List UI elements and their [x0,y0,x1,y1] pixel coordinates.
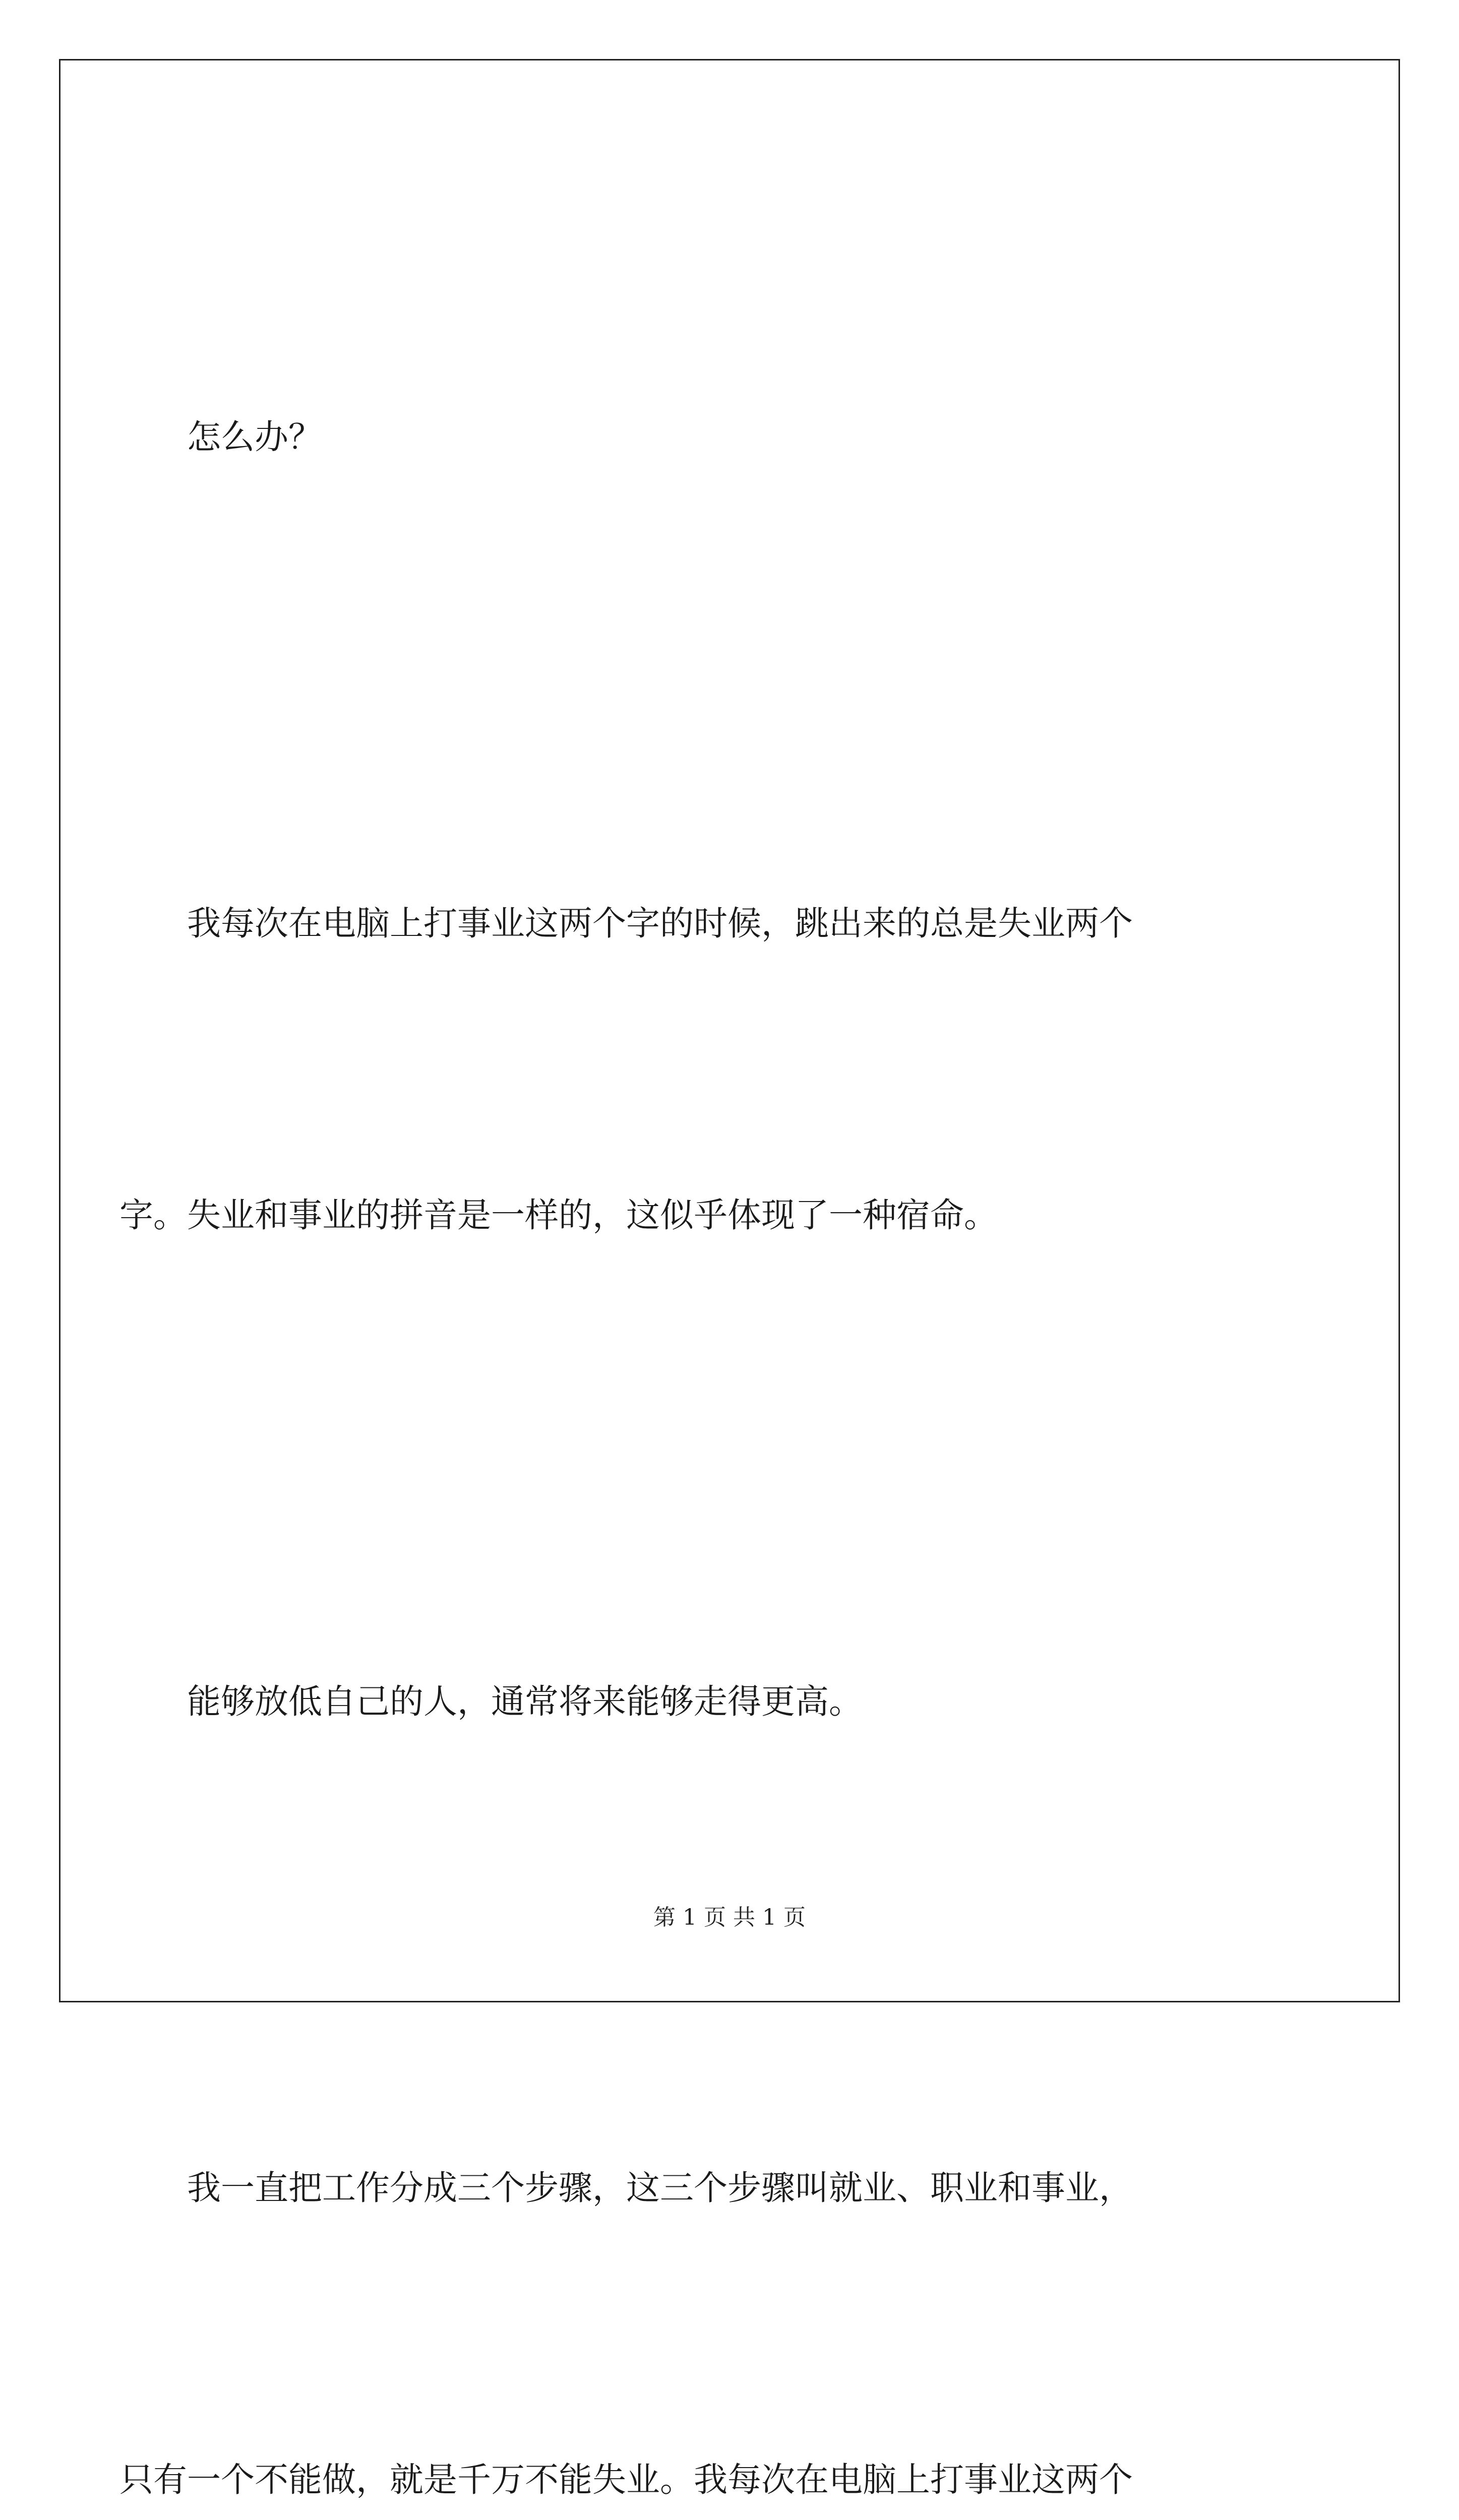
paragraph-4 [119,1945,1319,2520]
text-line: 我每次在电脑上打事业这两个字的时候，跳出来的总是失业两个 [187,904,1133,943]
document-body [119,194,1319,2520]
text-line: 我一直把工作分成三个步骤，这三个步骤叫就业、职业和事业， [187,2168,1133,2208]
paragraph-2 [119,680,1319,1459]
text-line: 能够放低自己的人，通常将来能够走得更高。 [187,1682,863,1721]
text-line: 字。失业和事业的拼音是一样的，这似乎体现了一种宿命。 [119,1195,998,1235]
text-line: 只有一个不能做，就是千万不能失业。我每次在电脑上打事业这两个 [119,2460,1133,2499]
page-footer: 第 1 页 共 1 页 [653,1905,806,1930]
text-line: 怎么办？ [187,417,322,457]
paragraph-3 [119,1459,1319,1945]
paragraph-1 [119,194,1319,680]
